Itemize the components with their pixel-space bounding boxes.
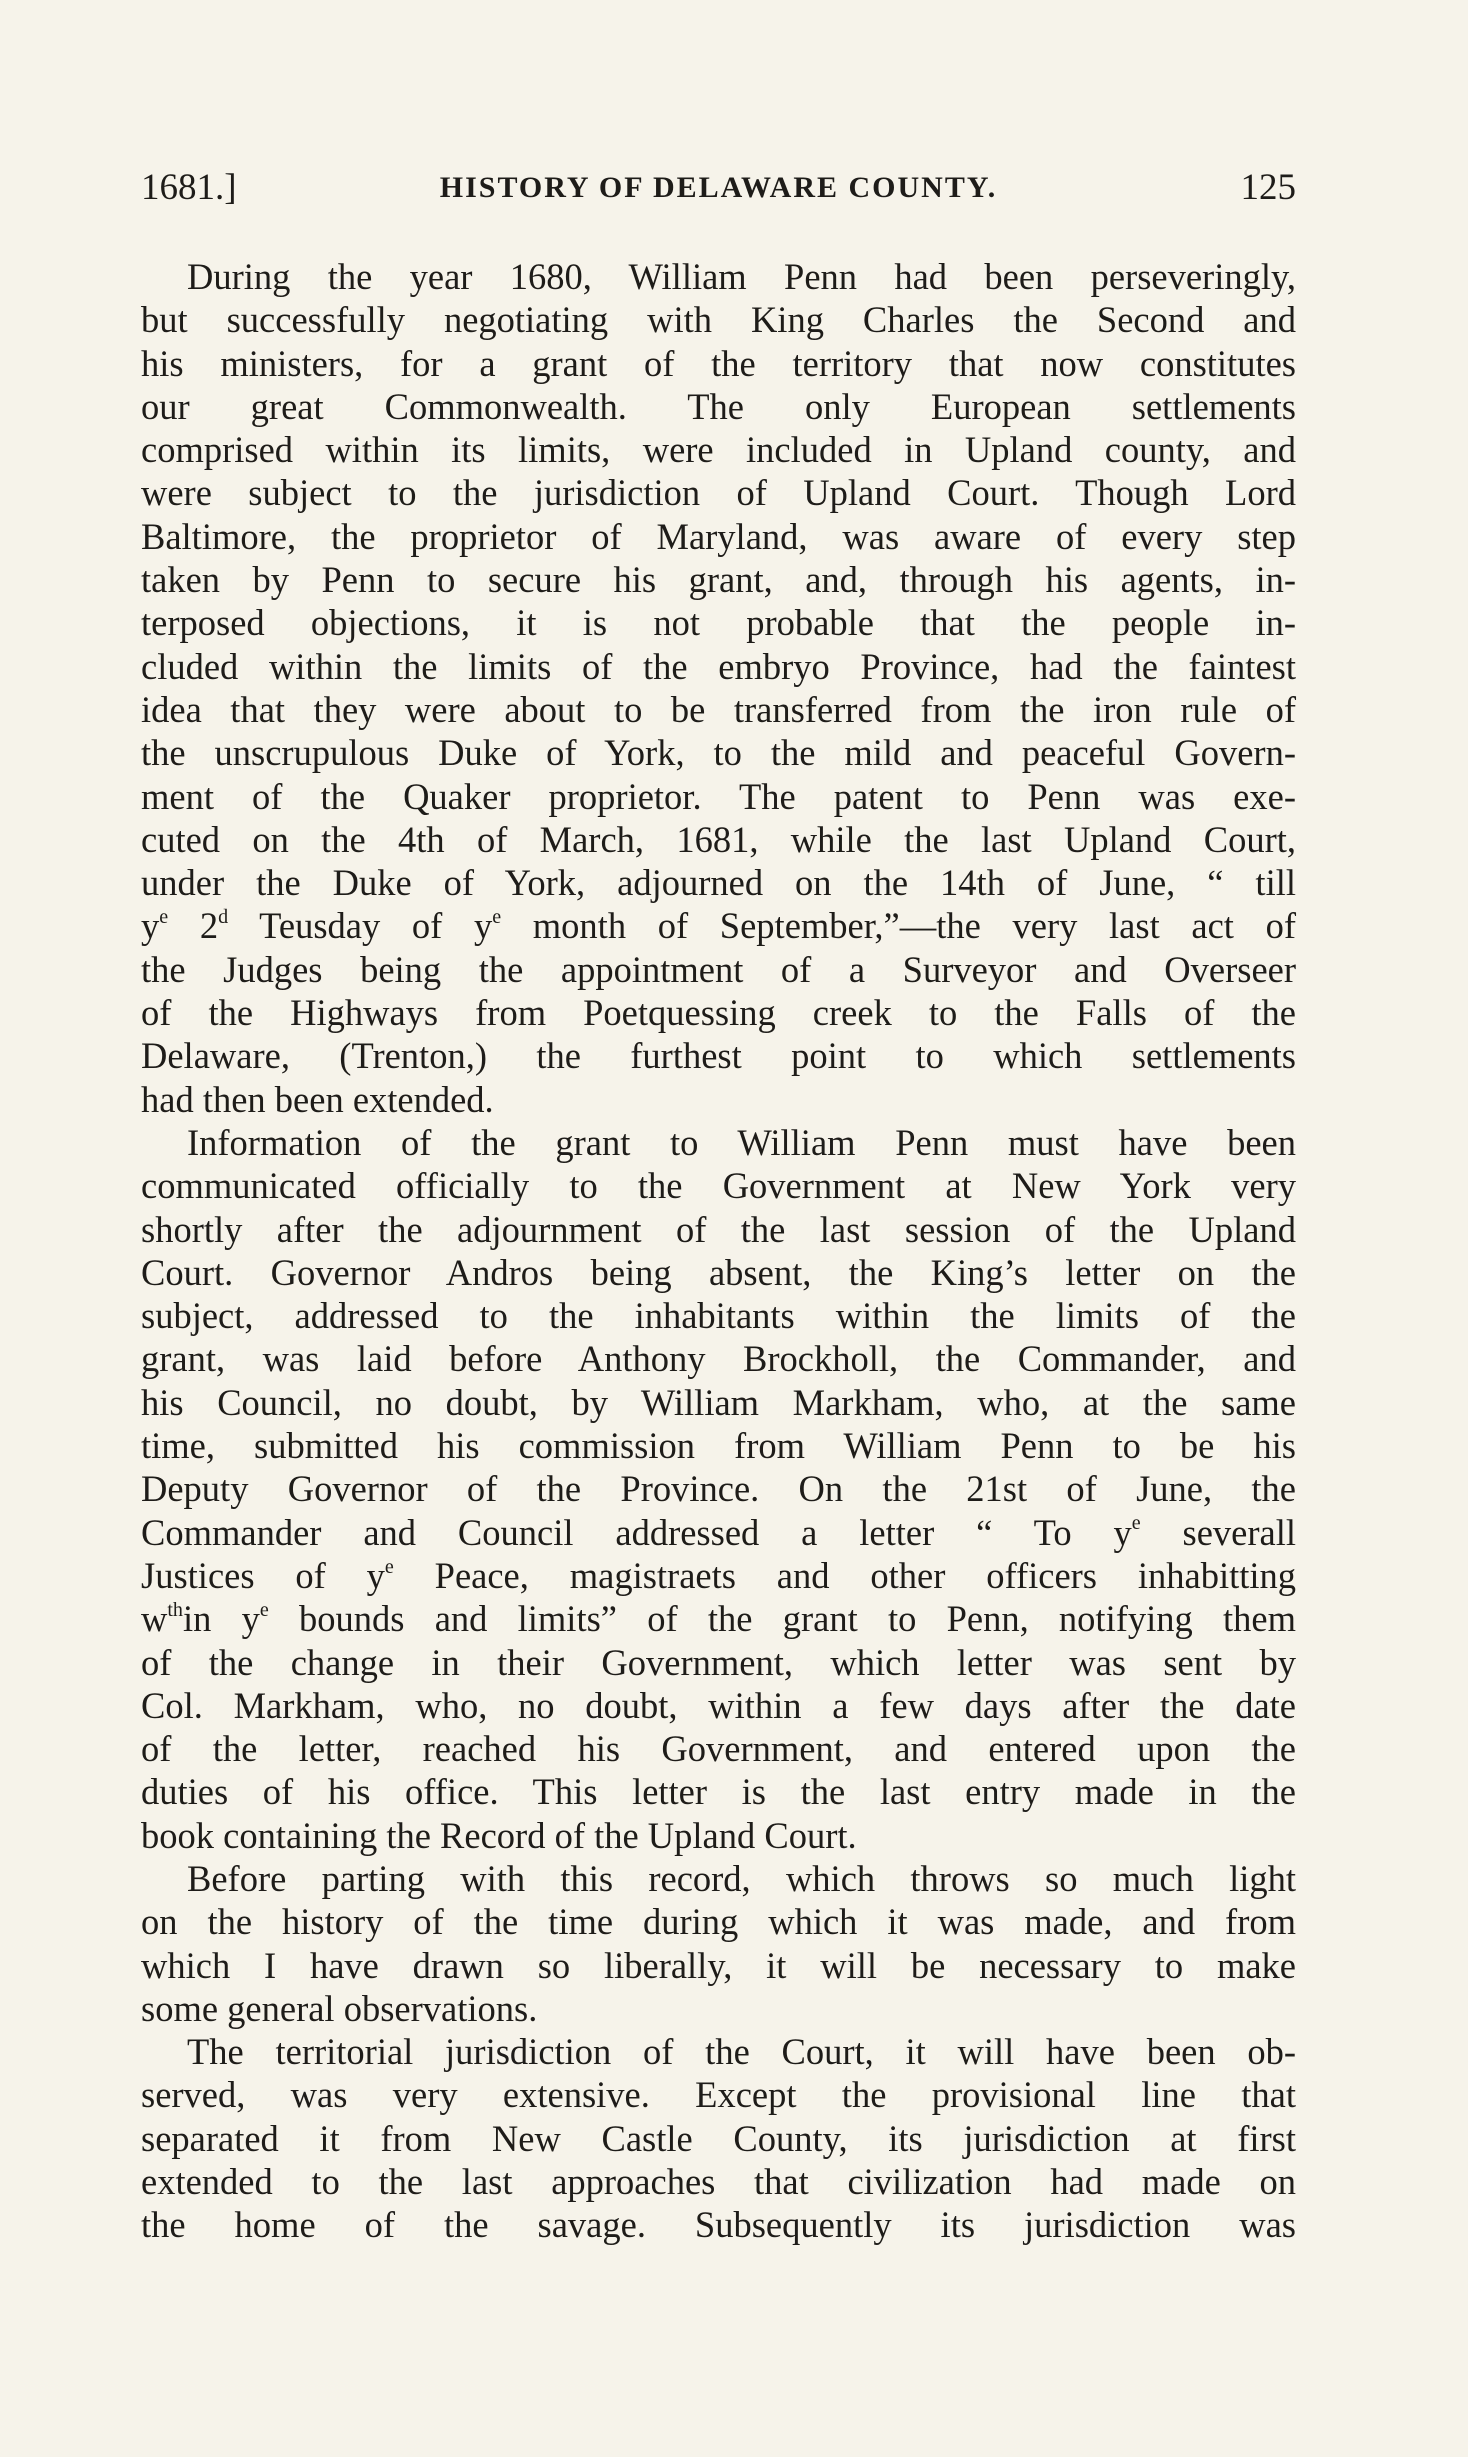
- text-line: The territorial jurisdiction of the Court, it will have been ob-: [187, 2031, 1296, 2073]
- text-line: Before parting with this record, which throws so much light: [187, 1857, 1296, 1899]
- text-line: Justices of $y^e$ Peace, magistraets and other officers inhabitting: [141, 1554, 1297, 1596]
- text-line: served, was very extensive. Except the provisional line that: [141, 2074, 1296, 2116]
- text-line: grant, was laid before Anthony Brockholl, the Commander, and: [141, 1338, 1296, 1380]
- text-line: During the year 1680, William Penn had been perseveringly,: [187, 256, 1296, 297]
- text-line: Deputy Governor of the Province. On the 21st of June, the: [141, 1468, 1296, 1510]
- text-line: book containing the Record of the Upland Court.: [141, 1814, 857, 1856]
- text-line: on the history of the time during which it was made, and from: [141, 1901, 1296, 1943]
- text-line: Court. Governor Andros being absent, the King’s letter on the: [141, 1251, 1296, 1293]
- text-line: idea that they were about to be transferred from the iron rule of: [141, 688, 1296, 730]
- page-number: 125: [1240, 167, 1296, 208]
- text-line: $w^{th}in$ $y^e$ bounds and limits” of the grant to Penn, notifying them: [141, 1598, 1296, 1640]
- text-line: under the Duke of York, adjourned on the 14th of June, “ till: [141, 862, 1296, 904]
- text-line: Commander and Council addressed a letter “ To $y^e$ severall: [141, 1511, 1296, 1553]
- text-line: the unscrupulous Duke of York, to the mild and peaceful Govern-: [141, 732, 1296, 774]
- text-line: extended to the last approaches that civilization had made on: [141, 2161, 1296, 2203]
- text-line: Delaware, (Trenton,) the furthest point to which settlements: [141, 1035, 1296, 1077]
- text-line: his ministers, for a grant of the territory that now constitutes: [141, 342, 1296, 384]
- running-header: [141, 163, 1296, 213]
- text-line: of the letter, reached his Government, and entered upon the: [141, 1728, 1296, 1770]
- text-line: of the change in their Government, which letter was sent by: [141, 1641, 1296, 1683]
- text-line: cuted on the 4th of March, 1681, while the last Upland Court,: [141, 818, 1296, 860]
- text-line: shortly after the adjournment of the last session of the Upland: [141, 1208, 1296, 1250]
- text-line: our great Commonwealth. The only European settlements: [141, 385, 1296, 427]
- text-line: the home of the savage. Subsequently its jurisdiction was: [141, 2204, 1296, 2246]
- text-line: subject, addressed to the inhabitants within the limits of the: [141, 1295, 1296, 1337]
- text-line: cluded within the limits of the embryo Province, had the faintest: [141, 645, 1296, 687]
- text-line: of the Highways from Poetquessing creek to the Falls of the: [141, 992, 1296, 1034]
- text-line: $y^e$ 2$^d$ Teusday of $y^e$ month of September,”—the very last act of: [141, 905, 1297, 947]
- text-line: his Council, no doubt, by William Markham, who, at the same: [141, 1381, 1296, 1423]
- text-line: time, submitted his commission from William Penn to be his: [141, 1425, 1296, 1467]
- text-line: separated it from New Castle County, its jurisdiction at first: [141, 2117, 1296, 2159]
- text-line: taken by Penn to secure his grant, and, through his agents, in-: [141, 559, 1296, 601]
- text-line: Col. Markham, who, no doubt, within a few days after the date: [141, 1684, 1296, 1726]
- text-line: were subject to the jurisdiction of Upland Court. Though Lord: [141, 472, 1296, 514]
- text-line: communicated officially to the Government at New York very: [141, 1165, 1296, 1207]
- text-line: Information of the grant to William Penn must have been: [187, 1121, 1296, 1163]
- text-line: comprised within its limits, were included in Upland county, and: [141, 429, 1296, 471]
- text-line: had then been extended.: [141, 1078, 494, 1120]
- text-line: the Judges being the appointment of a Surveyor and Overseer: [141, 948, 1296, 990]
- body-text: [141, 255, 1296, 2247]
- text-line: terposed objections, it is not probable that the people in-: [141, 602, 1296, 644]
- text-line: duties of his office. This letter is the last entry made in the: [141, 1771, 1296, 1813]
- text-line: Baltimore, the proprietor of Maryland, was aware of every step: [141, 515, 1296, 557]
- header-title: HISTORY OF DELAWARE COUNTY.: [439, 171, 998, 204]
- text-line: ment of the Quaker proprietor. The patent to Penn was exe-: [141, 775, 1296, 817]
- text-line: some general observations.: [141, 1987, 538, 2029]
- text-line: but successfully negotiating with King Charles the Second and: [141, 299, 1296, 341]
- text-line: which I have drawn so liberally, it will be necessary to make: [141, 1944, 1296, 1986]
- header-year: 1681.]: [141, 167, 237, 208]
